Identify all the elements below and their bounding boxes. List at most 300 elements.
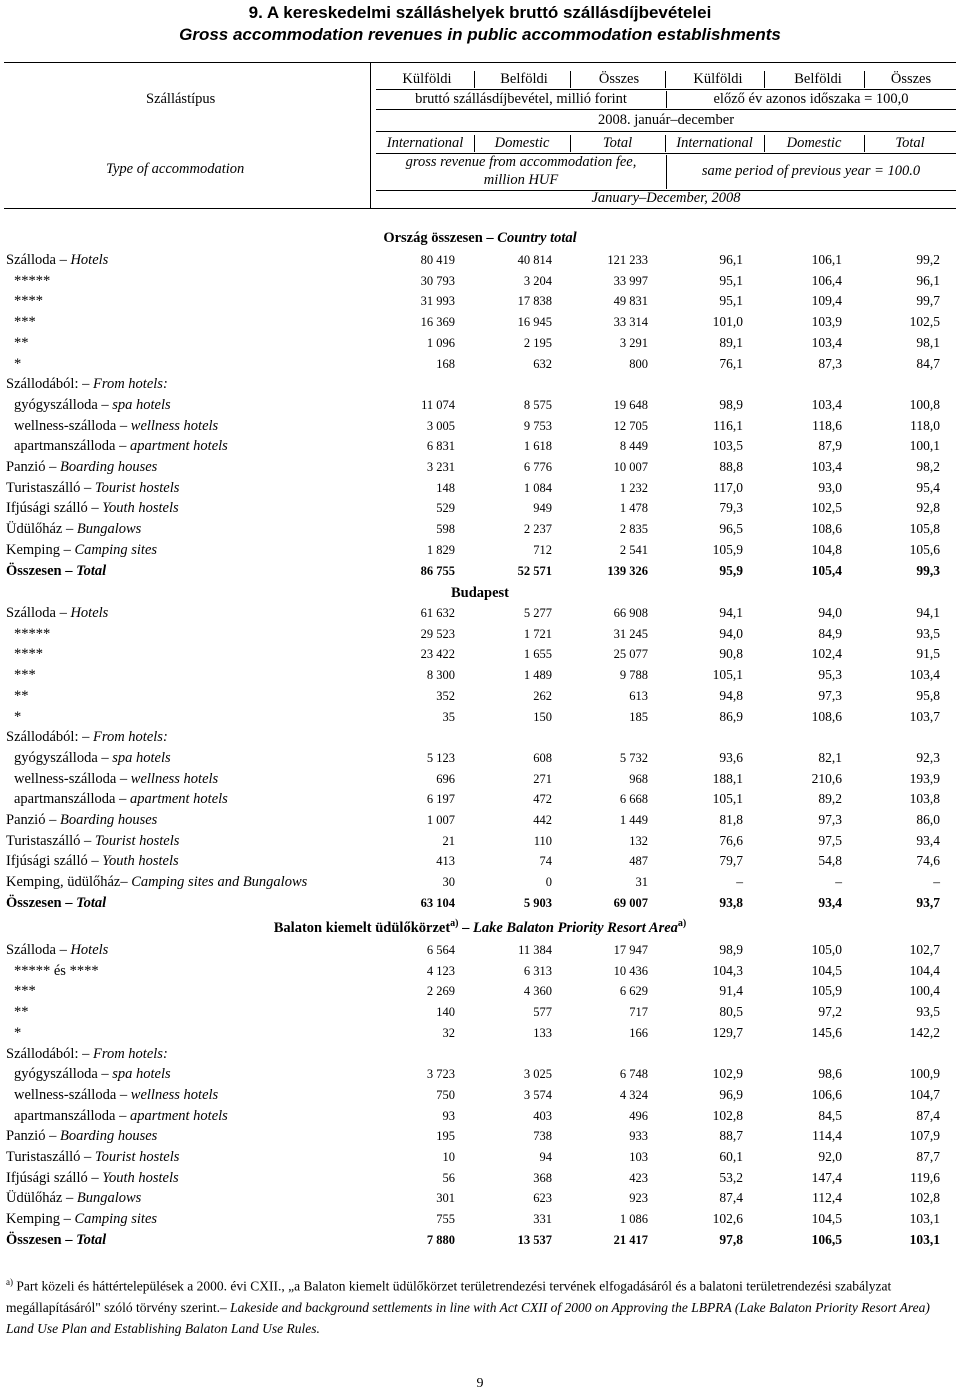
cell-col-2: 3 025: [523, 1067, 552, 1082]
row-label-hu: Ifjúsági szálló: [6, 1169, 88, 1186]
cell-col-5: 118,6: [812, 417, 842, 433]
row-label: [14, 1025, 21, 1042]
cell-col-1: 2 269: [426, 984, 455, 999]
cell-col-3: 800: [629, 356, 648, 371]
row-label: Turistaszálló – Tourist hostels: [6, 832, 180, 849]
cell-col-5: 103,9: [811, 314, 842, 330]
cell-col-5: 109,4: [811, 293, 842, 309]
cell-col-1: 301: [436, 1191, 455, 1206]
cell-col-2: 368: [533, 1170, 552, 1185]
row-label-hu: *****: [14, 625, 51, 642]
row-label-en: Hotels: [70, 605, 109, 621]
col-hu-6: Összes: [890, 71, 932, 87]
cell-col-3: 423: [629, 1170, 648, 1185]
cell-col-1: 29 523: [420, 626, 455, 641]
footnote-en: Lakeside and background settlements in line with Act CXII of 2000 on Approving the LBPRA (Lake Balaton Priority Resort Area) Land Use Plan and Establishing Balaton Land Use Rules.: [6, 1299, 930, 1336]
cell-col-5: 105,0: [811, 942, 842, 957]
row-label-en: Tourist hostels: [94, 1149, 180, 1165]
row-label-en: apartment hotels: [129, 1107, 228, 1124]
row-label: Panzió – Boarding houses: [6, 459, 158, 475]
cell-col-2: 94: [539, 1150, 552, 1164]
row-label-hu: apartmanszálloda: [14, 1107, 116, 1124]
cell-col-1: 6 197: [426, 792, 455, 807]
cell-col-4: 96,5: [719, 521, 743, 537]
cell-col-2: 472: [533, 792, 552, 807]
cell-col-3: 166: [629, 1025, 648, 1040]
col-hu-5: Belföldi: [794, 71, 842, 87]
cell-col-4: 95,9: [719, 562, 743, 578]
row-label: [14, 709, 21, 726]
cell-col-3: 4 324: [619, 1087, 648, 1102]
row-label-hu: Szálloda: [6, 942, 56, 958]
cell-col-3: 1 449: [619, 813, 648, 827]
row-label: gyógyszálloda – spa hotels: [14, 396, 171, 413]
cell-col-4: 79,7: [719, 853, 743, 869]
row-label-hu: ****: [14, 293, 43, 310]
table-row: [0, 1127, 960, 1147]
col-hu-4: Külföldi: [693, 71, 743, 87]
row-label-hu: ***** és ****: [14, 962, 99, 979]
cell-col-5: 105,4: [811, 562, 842, 578]
row-label: Szálloda – Hotels: [6, 605, 109, 621]
cell-col-3: 33 997: [613, 273, 648, 288]
row-label-hu: Panzió: [6, 1128, 46, 1145]
row-label: [14, 646, 43, 663]
row-label-en: spa hotels: [112, 396, 171, 413]
table-row: [0, 562, 960, 582]
row-label-hu: apartmanszálloda: [14, 791, 116, 808]
cell-col-6: 99,3: [916, 562, 940, 578]
cell-col-4: 96,1: [719, 252, 743, 267]
row-label-en: Bungalows: [76, 1190, 142, 1207]
table-row: [0, 645, 960, 665]
table-row: [0, 790, 960, 810]
row-label: Szállodából: – From hotels:: [6, 729, 168, 746]
section-title-en: Lake Balaton Priority Resort Area: [473, 919, 678, 936]
table-row: [0, 811, 960, 831]
cell-col-5: 102,5: [811, 500, 842, 516]
table-row: [0, 749, 960, 769]
cell-col-4: 129,7: [712, 1024, 743, 1040]
section-title-hu: Ország összesen: [383, 230, 483, 246]
cell-col-3: 33 314: [613, 315, 648, 330]
cell-col-3: 132: [629, 833, 648, 848]
cell-col-6: 95,4: [916, 479, 940, 495]
cell-col-6: 93,4: [916, 832, 940, 848]
row-label: apartmanszálloda – apartment hotels: [14, 791, 228, 808]
section-title-hu: Balaton kiemelt üdülőkörzet: [273, 919, 451, 936]
table-row: [0, 625, 960, 645]
cell-col-3: 9 788: [619, 668, 648, 683]
row-label-hu: Üdülőház: [6, 1190, 63, 1207]
cell-col-6: 100,8: [909, 396, 940, 412]
header-type-hu: Szállástípus: [146, 91, 216, 107]
row-label: gyógyszálloda – spa hotels: [14, 749, 171, 766]
cell-col-6: 93,5: [916, 625, 940, 641]
row-label-en: Total: [76, 894, 107, 911]
cell-col-6: 100,4: [909, 983, 940, 999]
cell-col-6: 193,9: [909, 770, 940, 786]
cell-col-1: 696: [436, 771, 455, 786]
cell-col-1: 195: [436, 1129, 455, 1144]
row-label: Panzió – Boarding houses: [6, 1128, 158, 1145]
cell-col-3: 923: [629, 1191, 648, 1206]
cell-col-6: 98,1: [916, 334, 940, 350]
cell-col-4: 94,1: [719, 605, 743, 620]
cell-col-5: 106,6: [811, 1086, 842, 1102]
table-row: [0, 1045, 960, 1065]
cell-col-5: 105,9: [811, 983, 842, 999]
col-en-3: Total: [602, 135, 633, 151]
cell-col-6: 103,4: [909, 667, 940, 683]
cell-col-4: 93,8: [719, 894, 743, 910]
cell-col-4: 90,8: [719, 646, 743, 662]
col-en-2: Domestic: [494, 135, 550, 151]
cell-col-5: 93,0: [818, 479, 842, 495]
cell-col-1: 1 007: [426, 813, 455, 827]
col-hu-3: Összes: [598, 71, 640, 87]
cell-col-2: 133: [533, 1025, 552, 1040]
table-row: [0, 1189, 960, 1209]
cell-col-2: 331: [533, 1212, 552, 1227]
cell-col-6: 104,4: [909, 962, 940, 978]
table-header: [4, 62, 956, 209]
row-label: [14, 293, 43, 310]
cell-col-3: 139 326: [607, 563, 648, 578]
table-row: [0, 666, 960, 686]
table-row: [0, 687, 960, 707]
cell-col-1: 6 831: [426, 439, 455, 454]
row-label-en: Youth hostels: [102, 1169, 179, 1186]
row-label: [14, 273, 50, 290]
cell-col-5: 92,0: [818, 1149, 842, 1164]
table-row: [0, 520, 960, 540]
header-type-en: Type of accommodation: [106, 161, 245, 177]
header-divider: [370, 63, 371, 208]
row-label: [14, 1004, 29, 1021]
row-label: [14, 983, 36, 1000]
table-row: [0, 708, 960, 728]
row-label: Ifjúsági szálló – Youth hostels: [6, 500, 179, 517]
row-label-hu: Kemping, üdülőház: [6, 874, 121, 891]
cell-col-5: 93,4: [818, 894, 842, 910]
table-row: [0, 355, 960, 375]
cell-col-2: 442: [533, 813, 552, 827]
cell-col-1: 1 829: [426, 542, 455, 557]
cell-col-5: 145,6: [811, 1024, 842, 1040]
cell-col-5: 114,4: [812, 1128, 842, 1144]
col-hu-1: Külföldi: [402, 71, 452, 87]
cell-col-6: –: [933, 874, 940, 890]
row-label: Turistaszálló – Tourist hostels: [6, 1149, 180, 1165]
table-row: [0, 479, 960, 499]
table-row: [0, 1210, 960, 1230]
cell-col-6: 95,8: [916, 687, 940, 703]
table-row: [0, 375, 960, 395]
cell-col-2: 5 903: [523, 895, 552, 910]
cell-col-4: –: [736, 874, 743, 890]
table-row: [0, 1169, 960, 1189]
cell-col-3: 2 835: [619, 522, 648, 537]
cell-col-5: 94,0: [818, 605, 842, 620]
cell-col-2: 738: [533, 1129, 552, 1144]
cell-col-3: 25 077: [613, 647, 648, 662]
row-label-en: Camping sites: [74, 541, 158, 558]
cell-col-2: 17 838: [517, 294, 552, 309]
cell-col-6: 103,8: [909, 791, 940, 807]
cell-col-6: 119,6: [910, 1169, 940, 1185]
cell-col-6: 102,5: [909, 314, 940, 330]
row-label-en: spa hotels: [112, 1066, 171, 1083]
row-label-hu: Szállodából:: [6, 729, 79, 746]
cell-col-6: 103,7: [909, 708, 940, 724]
section-title: Ország összesen – Country total: [383, 230, 577, 246]
cell-col-6: 87,7: [916, 1149, 940, 1164]
table-row: [0, 962, 960, 982]
section-note-mark: a): [450, 918, 459, 929]
row-label: wellness-szálloda – wellness hotels: [14, 1086, 219, 1103]
cell-col-4: 94,8: [719, 687, 743, 703]
cell-col-5: 106,5: [811, 1231, 842, 1247]
cell-col-2: 577: [533, 1005, 552, 1020]
cell-col-1: 80 419: [420, 253, 455, 267]
cell-col-1: 11 074: [421, 397, 455, 412]
cell-col-6: 99,2: [916, 252, 940, 267]
cell-col-1: 31 993: [420, 294, 455, 309]
cell-col-2: 608: [533, 750, 552, 765]
cell-col-2: 1 489: [523, 668, 552, 683]
table-row: [0, 272, 960, 292]
cell-col-6: 103,1: [909, 1211, 940, 1227]
cell-col-4: 88,8: [719, 459, 743, 474]
cell-col-1: 3 723: [426, 1067, 455, 1082]
unit-en-right: same period of previous year = 100.0: [701, 163, 921, 179]
row-label-en: Youth hostels: [102, 500, 179, 517]
cell-col-2: 40 814: [517, 253, 552, 267]
cell-col-3: 12 705: [613, 418, 648, 433]
cell-col-2: 110: [533, 833, 552, 848]
cell-col-4: 60,1: [719, 1149, 743, 1164]
cell-col-3: 103: [629, 1150, 648, 1164]
cell-col-2: 1 084: [523, 480, 552, 495]
section-title-en: Country total: [497, 230, 577, 246]
cell-col-3: 2 541: [619, 542, 648, 557]
cell-col-2: 3 204: [523, 273, 552, 288]
cell-col-3: 21 417: [613, 1232, 648, 1247]
cell-col-5: 147,4: [811, 1169, 842, 1185]
row-label-en: Tourist hostels: [94, 832, 180, 849]
cell-col-3: 487: [629, 854, 648, 869]
table-row: [0, 1024, 960, 1044]
table-row: [0, 894, 960, 914]
unit-hu-right: előző év azonos időszaka = 100,0: [713, 91, 909, 107]
table-row: [0, 941, 960, 961]
unit-hu-left: bruttó szállásdíjbevétel, millió forint: [415, 91, 627, 107]
cell-col-5: 108,6: [811, 708, 842, 724]
row-label: gyógyszálloda – spa hotels: [14, 1066, 171, 1083]
row-label-en: Camping sites and Bungalows: [131, 874, 308, 891]
table-row: [0, 1148, 960, 1168]
table-row: [0, 313, 960, 333]
cell-col-4: 102,9: [712, 1066, 743, 1082]
cell-col-2: 712: [533, 542, 552, 557]
cell-col-1: 3 005: [426, 418, 455, 433]
col-en-1: International: [386, 135, 464, 151]
footnote-mark: a): [6, 1277, 13, 1287]
section-title: [0, 585, 960, 602]
page-subtitle: Gross accommodation revenues in public accommodation establishments: [179, 25, 781, 44]
cell-col-5: 106,1: [811, 252, 842, 267]
cell-col-6: 96,1: [916, 272, 940, 288]
cell-col-5: 84,9: [818, 625, 842, 641]
cell-col-2: 74: [539, 854, 552, 869]
unit-en-left-1: gross revenue from accommodation fee,: [405, 154, 637, 170]
cell-col-6: 103,1: [909, 1231, 940, 1247]
table-row: [0, 334, 960, 354]
page-number: 9: [476, 1376, 484, 1391]
cell-col-2: 632: [533, 356, 552, 371]
row-label-en: Boarding houses: [59, 459, 158, 475]
cell-col-5: 97,3: [818, 812, 842, 827]
cell-col-6: 74,6: [916, 853, 940, 869]
table-row: [0, 1086, 960, 1106]
cell-col-2: 949: [533, 501, 552, 516]
cell-col-6: 98,2: [916, 459, 940, 474]
cell-col-3: 49 831: [613, 294, 648, 309]
cell-col-3: 933: [629, 1129, 648, 1144]
row-label-hu: apartmanszálloda: [14, 438, 116, 455]
cell-col-1: 56: [442, 1170, 455, 1185]
cell-col-2: 4 360: [523, 984, 552, 999]
cell-col-2: 623: [533, 1191, 552, 1206]
period-en: January–December, 2008: [591, 190, 741, 206]
cell-col-3: 10 007: [613, 460, 648, 474]
row-label: [14, 667, 36, 684]
table-row: [0, 458, 960, 478]
cell-col-2: 1 721: [523, 626, 552, 641]
cell-col-4: 188,1: [712, 770, 743, 786]
cell-col-1: 598: [436, 522, 455, 537]
table-row: [0, 1003, 960, 1023]
row-label-hu: ****: [14, 646, 43, 663]
cell-col-5: 210,6: [811, 770, 842, 786]
row-label-hu: ***: [14, 667, 36, 684]
row-label-en: Hotels: [70, 942, 109, 958]
cell-col-5: 82,1: [818, 749, 842, 765]
cell-col-5: 104,5: [811, 962, 842, 978]
cell-col-3: 31: [635, 875, 648, 890]
cell-col-6: 118,0: [910, 417, 940, 433]
row-label-hu: Turistaszálló: [6, 832, 81, 849]
cell-col-2: 271: [533, 771, 552, 786]
section-note-mark: a): [677, 918, 687, 929]
cell-col-5: 104,8: [811, 541, 842, 557]
cell-col-4: 93,6: [719, 749, 743, 765]
row-label-en: Total: [76, 1231, 107, 1248]
cell-col-2: 6 313: [523, 963, 552, 978]
cell-col-1: 93: [442, 1108, 455, 1123]
row-label: Szállodából: – From hotels:: [6, 1045, 168, 1062]
cell-col-5: 104,5: [811, 1211, 842, 1227]
cell-col-4: 116,1: [713, 417, 743, 433]
cell-col-4: 76,6: [719, 832, 743, 848]
row-label-hu: gyógyszálloda: [14, 749, 98, 766]
cell-col-2: 16 945: [517, 315, 552, 330]
cell-col-3: 31 245: [613, 626, 648, 641]
table-row: [0, 292, 960, 312]
cell-col-4: 103,5: [712, 438, 743, 454]
cell-col-4: 79,3: [719, 500, 743, 516]
cell-col-3: 19 648: [613, 397, 648, 412]
cell-col-4: 117,0: [713, 479, 743, 495]
section-title: Balaton kiemelt üdülőkörzet$^{a)}$ – Lake Balaton Priority Resort Area$^{a)}$: [273, 918, 687, 936]
row-label-hu: Kemping: [6, 1211, 60, 1228]
row-label: Kemping – Camping sites: [6, 541, 158, 558]
col-en-6: Total: [895, 135, 925, 151]
cell-col-3: 1 478: [619, 501, 648, 516]
cell-col-2: 2 237: [523, 522, 552, 537]
cell-col-4: 95,1: [719, 272, 743, 288]
row-label: [14, 335, 29, 352]
table-row: [0, 396, 960, 416]
cell-col-5: 97,5: [818, 832, 842, 848]
cell-col-4: 95,1: [719, 293, 743, 309]
table-row: [0, 604, 960, 624]
cell-col-5: 103,4: [811, 459, 842, 474]
cell-col-4: 87,4: [719, 1190, 743, 1206]
cell-col-4: 101,0: [712, 314, 743, 330]
row-label: Szálloda – Hotels: [6, 942, 109, 958]
table-row: [0, 1107, 960, 1127]
cell-col-6: 102,8: [909, 1190, 940, 1206]
row-label: Szálloda – Hotels: [6, 252, 109, 268]
cell-col-5: 98,6: [818, 1066, 842, 1082]
cell-col-3: 66 908: [613, 606, 648, 620]
cell-col-3: 613: [629, 688, 648, 703]
row-label: Ifjúsági szálló – Youth hostels: [6, 1169, 179, 1186]
cell-col-4: 105,9: [712, 541, 743, 557]
row-label: [14, 626, 50, 643]
cell-col-3: 6 748: [619, 1067, 648, 1082]
table-row: [0, 251, 960, 271]
cell-col-4: 88,7: [719, 1128, 743, 1144]
row-label-hu: Összesen: [6, 894, 62, 911]
cell-col-2: 2 195: [523, 335, 552, 350]
cell-col-2: 13 537: [517, 1232, 552, 1247]
cell-col-4: 104,3: [712, 962, 743, 978]
cell-col-3: 6 668: [619, 792, 648, 807]
cell-col-3: 968: [629, 771, 648, 786]
page-title: 9. A kereskedelmi szálláshelyek bruttó szállásdíjbevételei: [248, 3, 712, 22]
cell-col-2: 52 571: [517, 563, 552, 578]
row-label-hu: Ifjúsági szálló: [6, 853, 88, 870]
row-label-hu: Szállodából:: [6, 376, 79, 393]
table-row: [0, 499, 960, 519]
row-label-hu: gyógyszálloda: [14, 1066, 98, 1083]
row-label-en: Youth hostels: [102, 853, 179, 870]
col-en-4: International: [676, 135, 753, 151]
cell-col-4: 94,0: [719, 625, 743, 641]
cell-col-5: 84,5: [818, 1107, 842, 1123]
row-label: Kemping – Camping sites: [6, 1211, 158, 1228]
cell-col-1: 30: [442, 875, 455, 890]
cell-col-6: 142,2: [909, 1024, 940, 1040]
row-label-hu: Szállodából:: [6, 1045, 79, 1062]
footnote-hu: Part közeli és háttértelepülések a 2000. évi CXII., „a Balaton kiemelt üdülőkörzet területrendezési tervének elfogadásáról és a balatoni területrendezési szabályzat megállapításáról" szóló törvény szerint.: [6, 1278, 892, 1315]
cell-col-4: 105,1: [712, 791, 743, 807]
cell-col-4: 89,1: [719, 334, 743, 350]
cell-col-5: 89,2: [818, 791, 842, 807]
